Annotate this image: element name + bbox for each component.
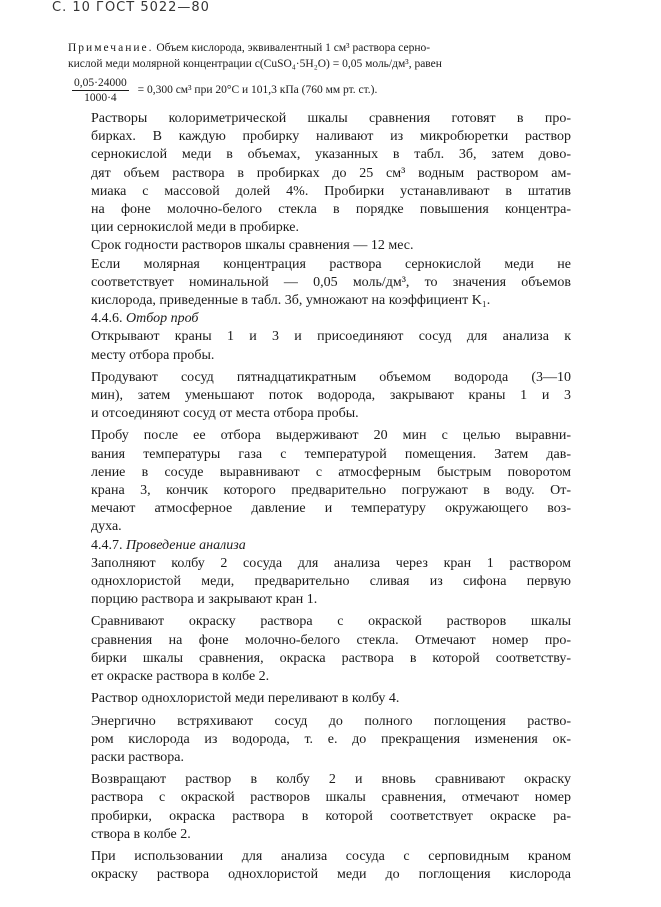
text-line: Сравнивают окраску раствора с окраской растворов шкалы — [91, 614, 571, 630]
text-line: на фоне молочно-белого стекла в порядке повышения концентра- — [91, 202, 571, 218]
text-line: месту отбора пробы. — [91, 347, 215, 363]
text-line: духа. — [91, 519, 122, 535]
paragraph-concentration — [91, 256, 571, 311]
text-line: порцию раствора и закрывают кран 1. — [91, 592, 318, 608]
formula-numerator: 0,05·24000 — [74, 77, 127, 89]
text-line: бирки шкалы сравнения, окраска раствора в которой соответству- — [91, 650, 571, 666]
text-line: Если молярная концентрация раствора сернокислой меди не — [91, 256, 571, 272]
section-heading-line — [91, 310, 571, 328]
formula-result: = 0,300 см³ при 20°С и 101,3 кПа (760 мм рт. ст.). — [137, 84, 378, 97]
note-line-2: кислой меди молярной концентрации c(CuSO₄·5H₂O) = 0,05 моль/дм³, равен — [68, 58, 442, 70]
section-heading-line — [91, 537, 571, 555]
text-line: Пробу после ее отбора выдерживают 20 мин с целью выравни- — [91, 428, 571, 444]
section-number: 4.4.7. — [91, 537, 123, 553]
text-line: сернокислой меди в объемах, указанных в табл. 3б, затем дово- — [91, 147, 571, 163]
text-line: ции сернокислой меди в пробирке. — [91, 220, 299, 236]
text-line: Продувают сосуд пятнадцатикратным объемом водорода (3—10 — [91, 369, 571, 385]
section-heading-4-4-7 — [91, 537, 571, 555]
text-line: Раствор однохлористой меди переливают в колбу 4. — [91, 691, 400, 707]
text-line: ет окраске раствора в колбе 2. — [91, 669, 270, 685]
formula-denominator: 1000·4 — [84, 92, 117, 104]
text-line: раски раствора. — [91, 749, 184, 765]
text-line: бирках. В каждую пробирку наливают из микробюретки раствор — [91, 129, 571, 145]
text-line: Растворы колориметрической шкалы сравнения готовят в про- — [91, 111, 571, 126]
text-line: раствора с окраской растворов шкалы сравнения, отмечают номер — [91, 790, 571, 806]
text-line: окраску раствора однохлористой меди до поглощения кислорода — [91, 867, 571, 883]
text-line: створа в колбе 2. — [91, 826, 191, 842]
text-line: При использовании для анализа сосуда с серповидным краном — [91, 848, 571, 864]
text-line: дят объем раствора в пробирках до 25 см³ водным раствором ам- — [91, 165, 571, 181]
text-line: соответствует номинальной — 0,05 моль/дм³, то значения объемов — [91, 274, 571, 290]
text-line: мин), затем уменьшают поток водорода, закрывают краны 1 и 3 — [91, 388, 571, 404]
paragraph-sample-hold — [91, 427, 571, 536]
section-title: Отбор проб — [126, 311, 199, 327]
note-formula — [68, 76, 588, 105]
formula-fraction — [72, 76, 129, 105]
text-line: миака с массовой долей 4%. Пробирки устанавливают в штатив — [91, 183, 571, 199]
text-line: пробирки, окраска раствора в которой соответствует окраске ра- — [91, 808, 571, 824]
text-line: и отсоединяют сосуд от места отбора пробы. — [91, 406, 359, 422]
note-line-1-text: Объем кислорода, эквивалентный 1 см³ раствора серно- — [156, 42, 431, 54]
text-line: вания температуры газа с температурой помещения. Затем дав- — [91, 446, 571, 462]
body-text — [91, 110, 571, 884]
text-line: крана 3, кончик которого предварительно погружают в воду. От- — [91, 483, 571, 499]
text-line: мечают атмосферное давление и температуру окружающего воз- — [91, 501, 571, 517]
section-heading-4-4-6 — [91, 310, 571, 328]
page-header: С. 10 ГОСТ 5022—80 — [52, 0, 210, 15]
paragraph-return-solution — [91, 771, 571, 844]
text-line: кислорода, приведенные в табл. 3б, умножают на коэффициент K₁. — [91, 293, 491, 309]
text-line: ление в сосуде выравнивают с атмосферным быстрым поворотом — [91, 464, 571, 480]
paragraph-open-valves — [91, 328, 571, 364]
text-line: ром кислорода из водорода, т. е. до прекращения изменения ок- — [91, 731, 571, 747]
text-line: Энергично встряхивают сосуд до полного поглощения раство- — [91, 713, 571, 729]
paragraph-compare-color — [91, 613, 571, 686]
paragraph-pour-solution — [91, 690, 571, 708]
section-title: Проведение анализа — [126, 537, 246, 553]
paragraph-shelf-life — [91, 237, 571, 255]
text-line: Открывают краны 1 и 3 и присоединяют сосуд для анализа к — [91, 329, 571, 345]
text-line: однохлористой меди, предварительно сливая из сифона первую — [91, 574, 571, 590]
text-line: Срок годности растворов шкалы сравнения — 12 мес. — [91, 238, 414, 254]
note-line-1 — [68, 40, 588, 56]
paragraph-sickle-valve — [91, 848, 571, 884]
note-block — [68, 40, 588, 105]
paragraph-shake — [91, 713, 571, 768]
paragraph-scale-preparation — [91, 110, 571, 237]
text-line: сравнения на фоне молочно-белого стекла. Отмечают номер про- — [91, 632, 571, 648]
section-number: 4.4.6. — [91, 311, 123, 327]
paragraph-fill-flask — [91, 555, 571, 610]
note-label: Примечание. — [68, 42, 154, 54]
text-line: Заполняют колбу 2 сосуда для анализа через кран 1 раствором — [91, 555, 571, 571]
paragraph-purge — [91, 369, 571, 424]
text-line: Возвращают раствор в колбу 2 и вновь сравнивают окраску — [91, 772, 571, 788]
